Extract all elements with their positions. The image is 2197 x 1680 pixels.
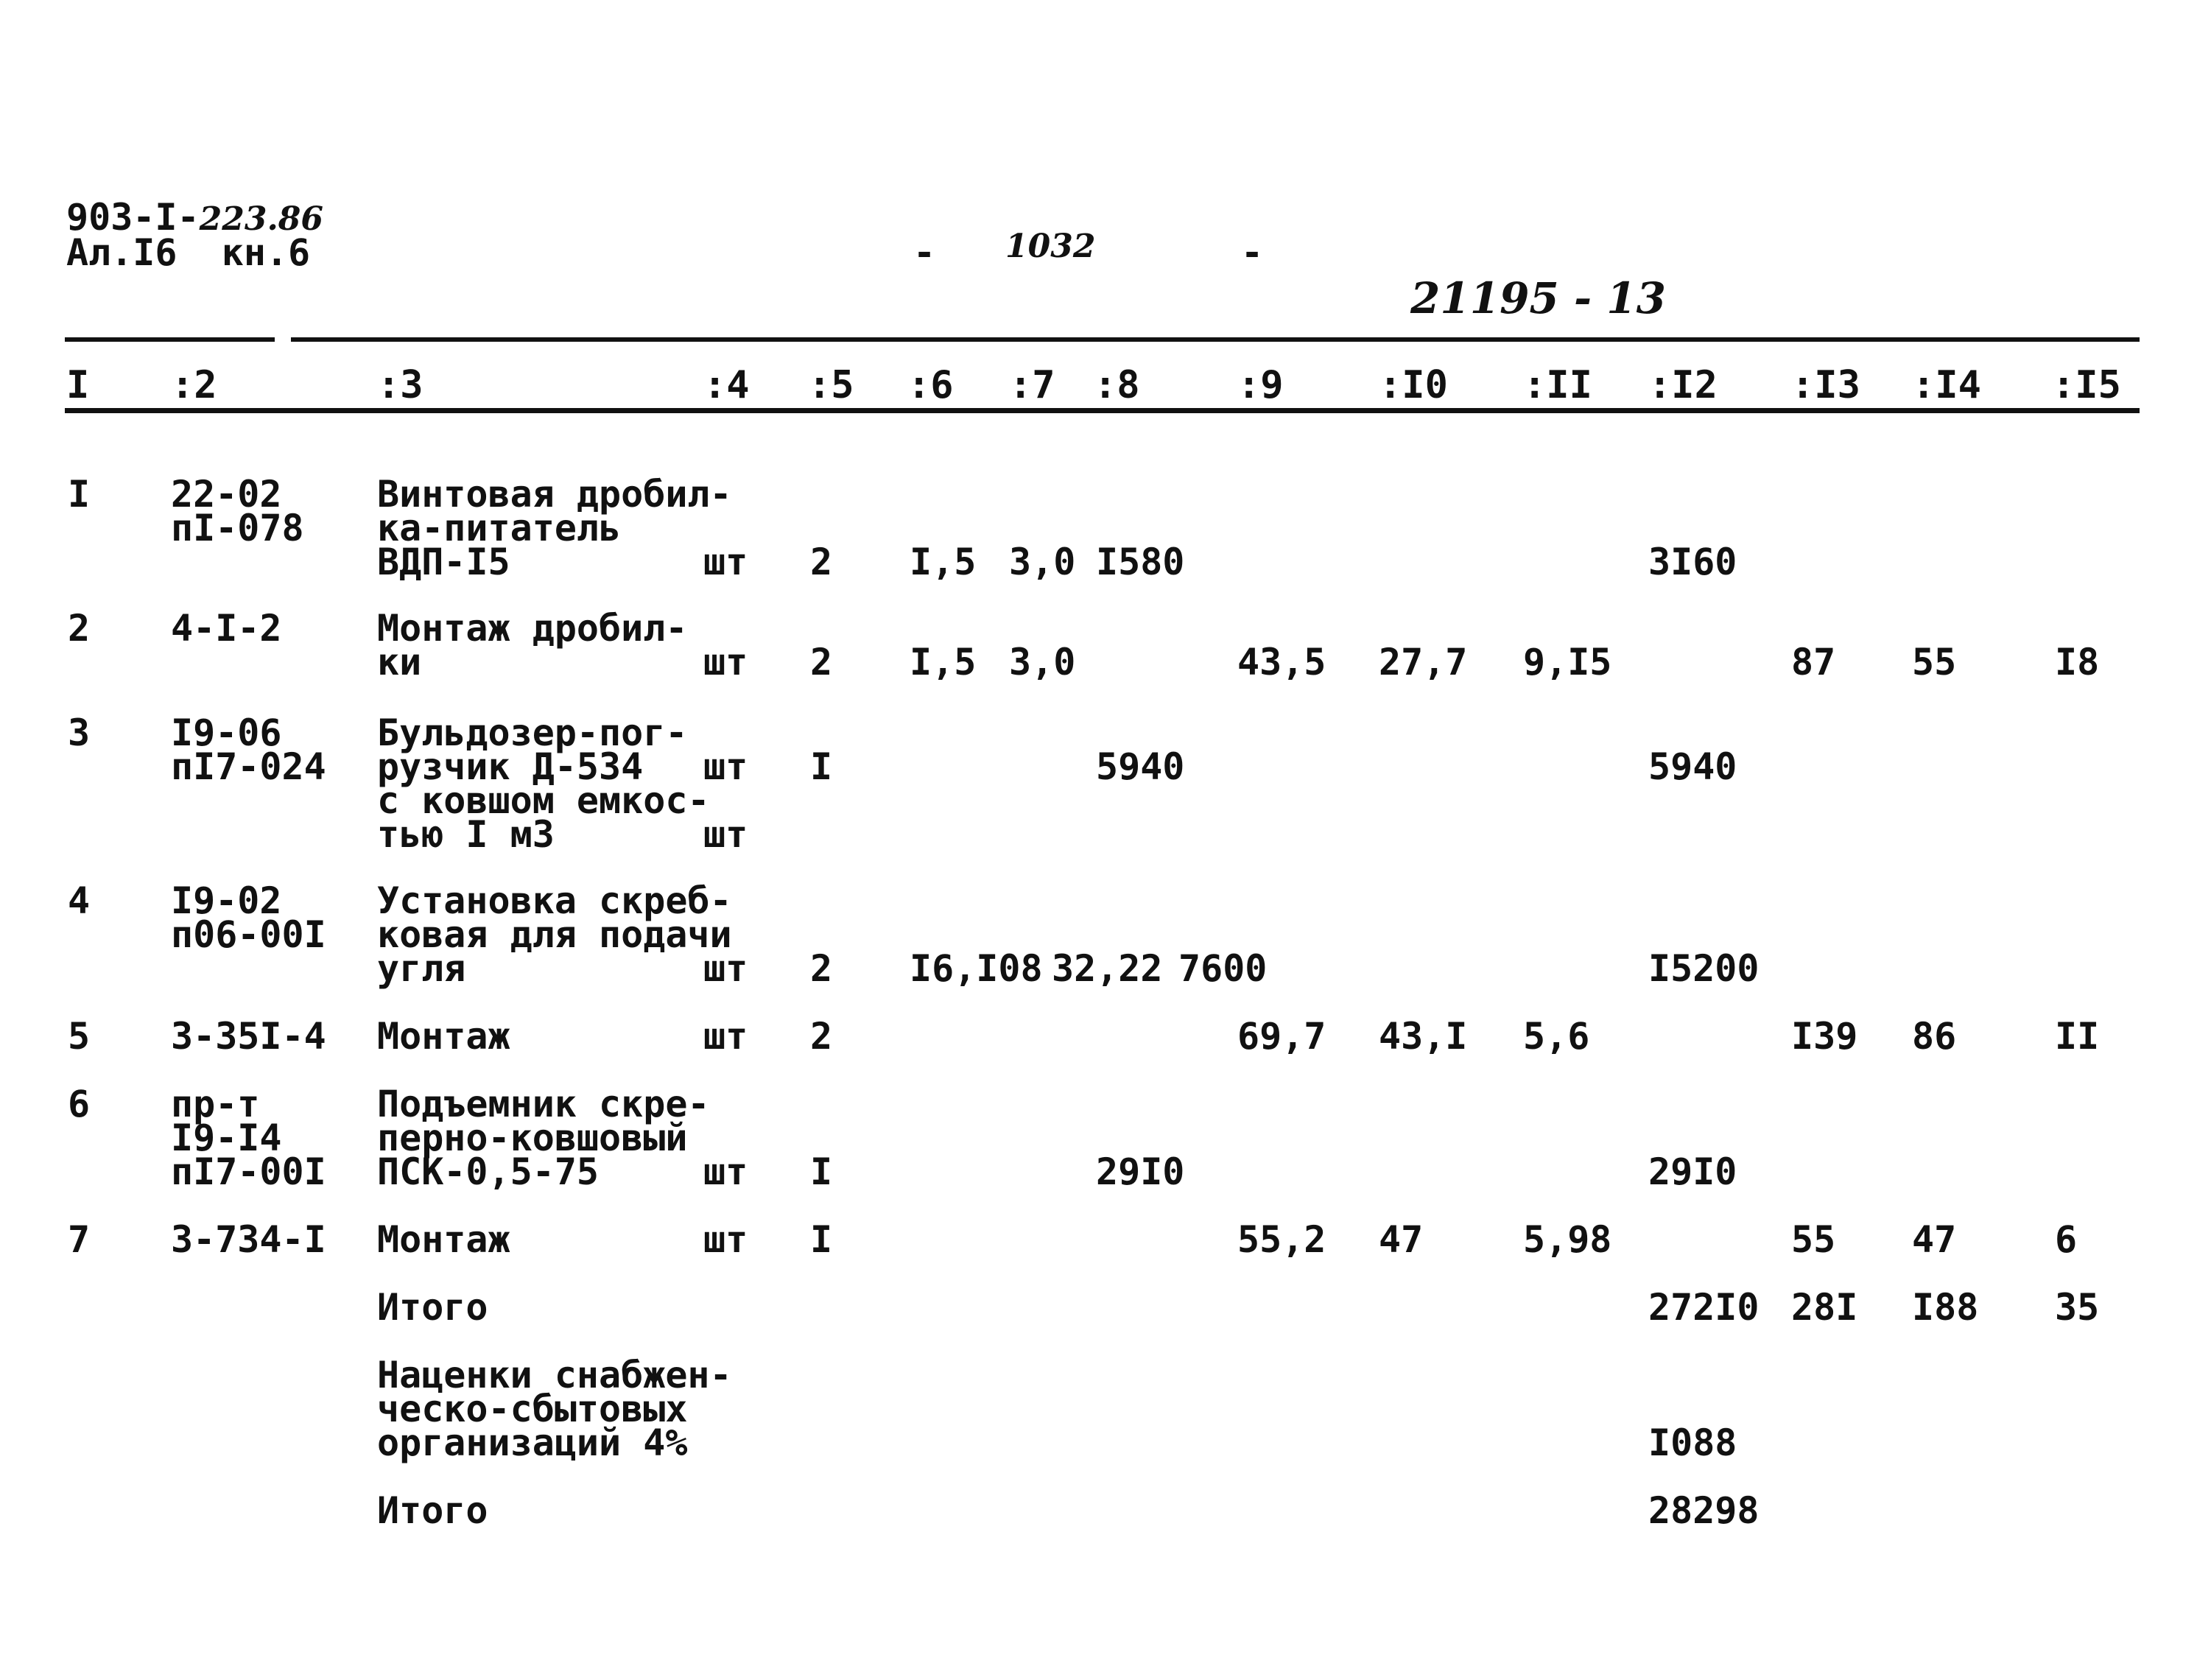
row-col7: 3,0 <box>1009 541 1076 583</box>
row-unit-secondary: шт <box>703 813 748 856</box>
row-col11: 5,98 <box>1523 1218 1612 1261</box>
column-header: :I0 <box>1379 363 1448 407</box>
row-col12: 3I60 <box>1648 541 1737 583</box>
stamp-number: 21195 - 13 <box>1410 273 1666 323</box>
row-col15: II <box>2055 1015 2100 1058</box>
row-number: I <box>68 473 91 516</box>
row-col8: 5940 <box>1096 745 1185 788</box>
row-code: пр-т I9-I4 пI7-00I <box>171 1083 326 1193</box>
column-header: :8 <box>1094 363 1140 407</box>
volume-label: Ал.I6 кн.6 <box>66 231 311 274</box>
row-code: 22-02 пI-078 <box>171 473 304 549</box>
row-col8: 7600 <box>1178 947 1268 990</box>
row-qty: I <box>810 745 833 788</box>
total-col13: 28I <box>1791 1286 1858 1329</box>
row-col6: I,5 <box>910 641 977 683</box>
row-number: 5 <box>68 1015 91 1058</box>
document-code-prefix: 903-I- <box>66 196 200 239</box>
row-qty: 2 <box>810 641 833 683</box>
column-header: :I5 <box>2052 363 2121 407</box>
header-rule-top <box>291 337 2140 342</box>
row-col13: 87 <box>1791 641 1836 683</box>
row-code: 3-35I-4 <box>171 1015 326 1058</box>
row-col8: 29I0 <box>1096 1150 1185 1193</box>
row-col7: 3,0 <box>1009 641 1076 683</box>
column-header: :7 <box>1009 363 1055 407</box>
total-label: Итого <box>377 1286 488 1329</box>
row-col9: 55,2 <box>1237 1218 1326 1261</box>
column-header: :I4 <box>1912 363 1981 407</box>
row-col13: I39 <box>1791 1015 1858 1058</box>
row-col7: 32,22 <box>1052 947 1163 990</box>
row-col12: 5940 <box>1648 745 1737 788</box>
row-qty: 2 <box>810 947 833 990</box>
row-unit: шт <box>703 1150 748 1193</box>
row-col15: 6 <box>2055 1218 2078 1261</box>
row-col6: I,5 <box>910 541 977 583</box>
row-col9: 43,5 <box>1237 641 1326 683</box>
row-col11: 5,6 <box>1523 1015 1590 1058</box>
header-rule-top-left <box>65 337 275 342</box>
row-name: Монтаж <box>377 1218 510 1261</box>
row-name: Монтаж <box>377 1015 510 1058</box>
column-header: :3 <box>377 363 423 407</box>
column-header: :I3 <box>1791 363 1860 407</box>
row-col10: 27,7 <box>1379 641 1468 683</box>
row-number: 4 <box>68 879 91 922</box>
column-header: :2 <box>171 363 217 407</box>
row-col10: 43,I <box>1379 1015 1468 1058</box>
row-code: I9-06 пI7-024 <box>171 711 326 788</box>
row-name: Бульдозер-пог- рузчик Д-534 с ковшом емкос- тью I м3 <box>377 711 710 856</box>
page-dash-right: - <box>1241 231 1264 274</box>
row-col13: 55 <box>1791 1218 1836 1261</box>
column-header: I <box>66 363 90 407</box>
grand-total-label: Итого <box>377 1489 488 1532</box>
row-col9: 69,7 <box>1237 1015 1326 1058</box>
row-col12: I5200 <box>1648 947 1760 990</box>
total-col15: 35 <box>2055 1286 2100 1329</box>
column-header: :5 <box>808 363 854 407</box>
header-rule-bottom <box>65 408 2140 413</box>
column-header: :6 <box>907 363 954 407</box>
row-col12: 29I0 <box>1648 1150 1737 1193</box>
row-number: 6 <box>68 1083 91 1125</box>
row-name: Установка скреб- ковая для подачи угля <box>377 879 732 990</box>
row-name: Подъемник скре- перно-ковшовый ПСК-0,5-75 <box>377 1083 710 1193</box>
row-name: Винтовая дробил- ка-питатель ВДП-I5 <box>377 473 732 583</box>
markup-col12: I088 <box>1648 1421 1737 1464</box>
column-header: :I2 <box>1648 363 1718 407</box>
row-col15: I8 <box>2055 641 2100 683</box>
total-col14: I88 <box>1912 1286 1979 1329</box>
grand-total-col12: 28298 <box>1648 1489 1760 1532</box>
row-unit: шт <box>703 541 748 583</box>
markup-label: Наценки снабжен- ческо-сбытовых организаций 4% <box>377 1354 732 1464</box>
row-qty: I <box>810 1218 833 1261</box>
total-col12: 272I0 <box>1648 1286 1760 1329</box>
row-unit: шт <box>703 947 748 990</box>
row-col14: 86 <box>1912 1015 1957 1058</box>
row-unit: шт <box>703 1015 748 1058</box>
row-code: 4-I-2 <box>171 607 282 650</box>
row-qty: I <box>810 1150 833 1193</box>
row-code: 3-734-I <box>171 1218 326 1261</box>
row-unit: шт <box>703 745 748 788</box>
row-col10: 47 <box>1379 1218 1424 1261</box>
row-name: Монтаж дробил- ки <box>377 607 688 683</box>
column-header: :9 <box>1237 363 1284 407</box>
column-header: :II <box>1523 363 1592 407</box>
row-col8: I580 <box>1096 541 1185 583</box>
row-number: 7 <box>68 1218 91 1261</box>
row-unit: шт <box>703 1218 748 1261</box>
row-qty: 2 <box>810 541 833 583</box>
row-number: 3 <box>68 711 91 754</box>
row-code: I9-02 п06-00I <box>171 879 326 956</box>
row-col11: 9,I5 <box>1523 641 1612 683</box>
row-col14: 47 <box>1912 1218 1957 1261</box>
document-code-handwritten: 223.86 <box>199 200 324 238</box>
page-number: 1032 <box>1005 228 1096 265</box>
row-qty: 2 <box>810 1015 833 1058</box>
row-col6: I6,I08 <box>910 947 1043 990</box>
row-col14: 55 <box>1912 641 1957 683</box>
column-header: :4 <box>703 363 750 407</box>
row-number: 2 <box>68 607 91 650</box>
row-unit: шт <box>703 641 748 683</box>
page-dash-left: - <box>913 231 936 274</box>
